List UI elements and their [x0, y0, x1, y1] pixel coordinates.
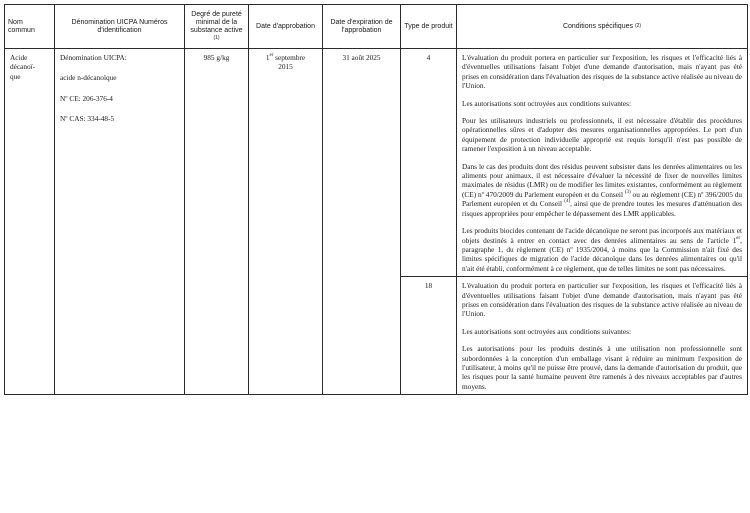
footnote-ref-1: (1): [213, 34, 220, 41]
header-purete: Degré de pureté minimal de la substance active $^{(1)}$: [185, 5, 249, 49]
cell-nom-commun: Acide décanoï- que: [5, 49, 55, 395]
pt18-paragraph-1: L'évaluation du produit portera en particulier sur l'exposition, les risques et l'efficacité liés à d'éventuelles utilisations faisant l'objet d'une demande d'autorisation, mais n'ayant pas été prises en considération dans l'évaluation des risques de la substance active réalisée au niveau de l'Union.: [462, 281, 742, 319]
footnote-ref-4: (4): [564, 199, 571, 205]
cas-number: Nº CAS: 334-48-5: [60, 114, 115, 124]
active-substance-table: [4, 4, 748, 395]
pt18-paragraph-2: Les autorisations sont octroyées aux conditions suivantes:: [462, 326, 632, 336]
uicpa-label: Dénomination UICPA:: [60, 53, 127, 62]
ce-number: Nº CE: 206-376-4: [60, 93, 113, 103]
footnote-ref-3: (3): [624, 189, 631, 195]
uicpa-name: acide n-décanoïque: [60, 73, 117, 83]
cell-type-produit-18: 18: [401, 277, 457, 395]
cell-denomination: [55, 49, 185, 395]
cell-conditions-pt18: [457, 277, 748, 395]
header-conditions: Conditions spécifiques $^{(2)}$: [457, 5, 748, 49]
pt4-paragraph-1: L'évaluation du produit portera en particulier sur l'exposition, les risques et l'efficacité liés à d'éventuelles utilisations faisant l'objet d'une demande d'autorisation, mais n'ayant pas été prises en considération dans l'évaluation des risques de la substance active réalisée au niveau de l'Union.: [462, 53, 742, 91]
cell-date-approbation: 1er septembre 2015: [249, 49, 323, 395]
header-date-approbation: Date d'approbation: [249, 5, 323, 49]
cell-conditions-pt4: [457, 49, 748, 277]
cell-date-expiration: 31 août 2025: [323, 49, 401, 395]
pt4-paragraph-3: Pour les utilisateurs industriels ou professionnels, il est nécessaire d'établir des procédures opérationnelles sûres et d'adopter des mesures organisationnelles appropriées. Le port d'un équipement de protection individuelle approprié est requis lorsqu'il n'est pas possible de ramener l'exposition à un niveau acceptable.: [462, 116, 742, 154]
header-type-produit: Type de produit: [401, 5, 457, 49]
header-nom-commun: Nom commun: [5, 5, 55, 49]
header-row: [5, 5, 748, 49]
cell-purete: 985 g/kg: [185, 49, 249, 395]
header-denomination: Dénomination UICPA Numéros d'identification: [55, 5, 185, 49]
cell-type-produit-4: 4: [401, 49, 457, 277]
pt4-paragraph-2: Les autorisations sont octroyées aux conditions suivantes:: [462, 98, 632, 108]
pt4-paragraph-5: Les produits biocides contenant de l'acide décanoïque ne seront pas incorporés aux matériaux et objets destinés à entrer en contact avec des denrées alimentaires au sens de l'article 1er, paragraphe 1, du règlement (CE) nº 1935/2004, à moins que la Commission n'ait fixé des limites spécifiques de migration de l'acide décanoïque dans les denrées alimentaires ou qu'il n'ait été établi, conformément à ce règlement, que de telles limites ne sont pas nécessaires.: [462, 226, 742, 273]
table-row: [5, 49, 748, 277]
pt4-paragraph-4: Dans le cas des produits dont des résidus peuvent subsister dans les denrées alimentaires ou les aliments pour animaux, il est nécessaire d'évaluer la nécessité de fixer de nouvelles limites maximales de résidus (LMR) ou de modifier les limites existantes, conformément au règlement (CE) nº 470/2009 du Parlement européen et du Conseil $^{(3)}$ ou au règlement (CE) nº 396/2005 du Parlement européen et du Conseil $^{(4)}$, ainsi que de prendre toutes les mesures d'atténuation des risques appropriées pour empêcher le dépassement des LMR applicables.: [462, 161, 742, 218]
footnote-ref-2: (2): [634, 22, 642, 29]
pt18-paragraph-3: Les autorisations pour les produits destinés à une utilisation non professionnelle sont subordonnées à la conception d'un emballage visant à réduire au minimum l'exposition de l'utilisateur, à moins qu'il ne puisse être prouvé, dans la demande d'autorisation du produit, que les risques pour la santé humaine peuvent être ramenés à des niveaux acceptables par d'autres moyens.: [462, 344, 742, 391]
header-date-expiration: Date d'expiration de l'approbation: [323, 5, 401, 49]
